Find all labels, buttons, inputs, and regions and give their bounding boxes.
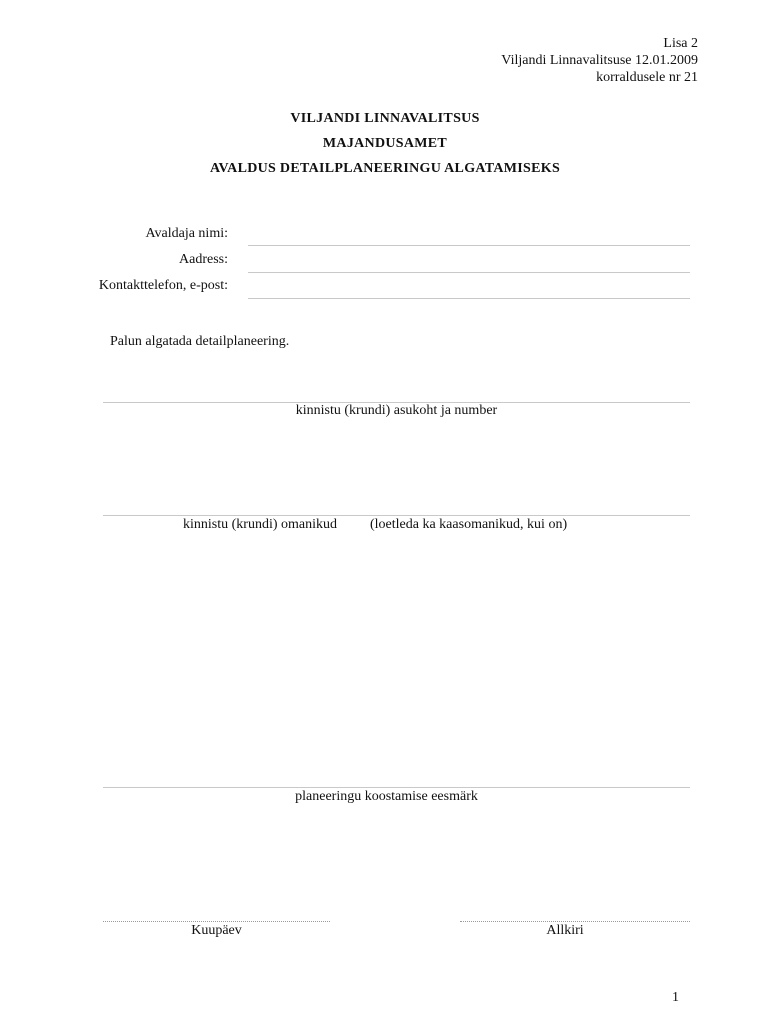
department-title: MAJANDUSAMET [322, 136, 448, 151]
planning-goal-field[interactable] [103, 787, 690, 788]
date-field[interactable] [103, 921, 330, 922]
address-field[interactable] [248, 272, 690, 273]
request-text: Palun algatada detailplaneering. [110, 334, 290, 349]
signature-label: Allkiri [546, 923, 584, 938]
decree-number: korraldusele nr 21 [596, 70, 698, 85]
planning-goal-caption: planeeringu koostamise eesmärk [295, 789, 478, 804]
date-label: Kuupäev [191, 923, 242, 938]
property-owners-field[interactable] [103, 515, 690, 516]
contact-field[interactable] [248, 298, 690, 299]
organization-title: VILJANDI LINNAVALITSUS [290, 111, 480, 126]
applicant-name-label: Avaldaja nimi: [145, 226, 228, 241]
owners-note: (loetleda ka kaasomanikud, kui on) [370, 517, 568, 532]
address-label: Aadress: [179, 252, 228, 267]
property-location-caption: kinnistu (krundi) asukoht ja number [295, 403, 498, 418]
contact-label: Kontakttelefon, e-post: [98, 278, 228, 293]
decree-reference: Viljandi Linnavalitsuse 12.01.2009 [501, 53, 698, 68]
page-number: 1 [672, 990, 679, 1005]
applicant-name-field[interactable] [248, 245, 690, 246]
property-owners-caption: kinnistu (krundi) omanikud [183, 517, 337, 532]
form-title: AVALDUS DETAILPLANEERINGU ALGATAMISEKS [209, 161, 561, 176]
signature-field[interactable] [460, 921, 690, 922]
attachment-label: Lisa 2 [663, 36, 698, 51]
